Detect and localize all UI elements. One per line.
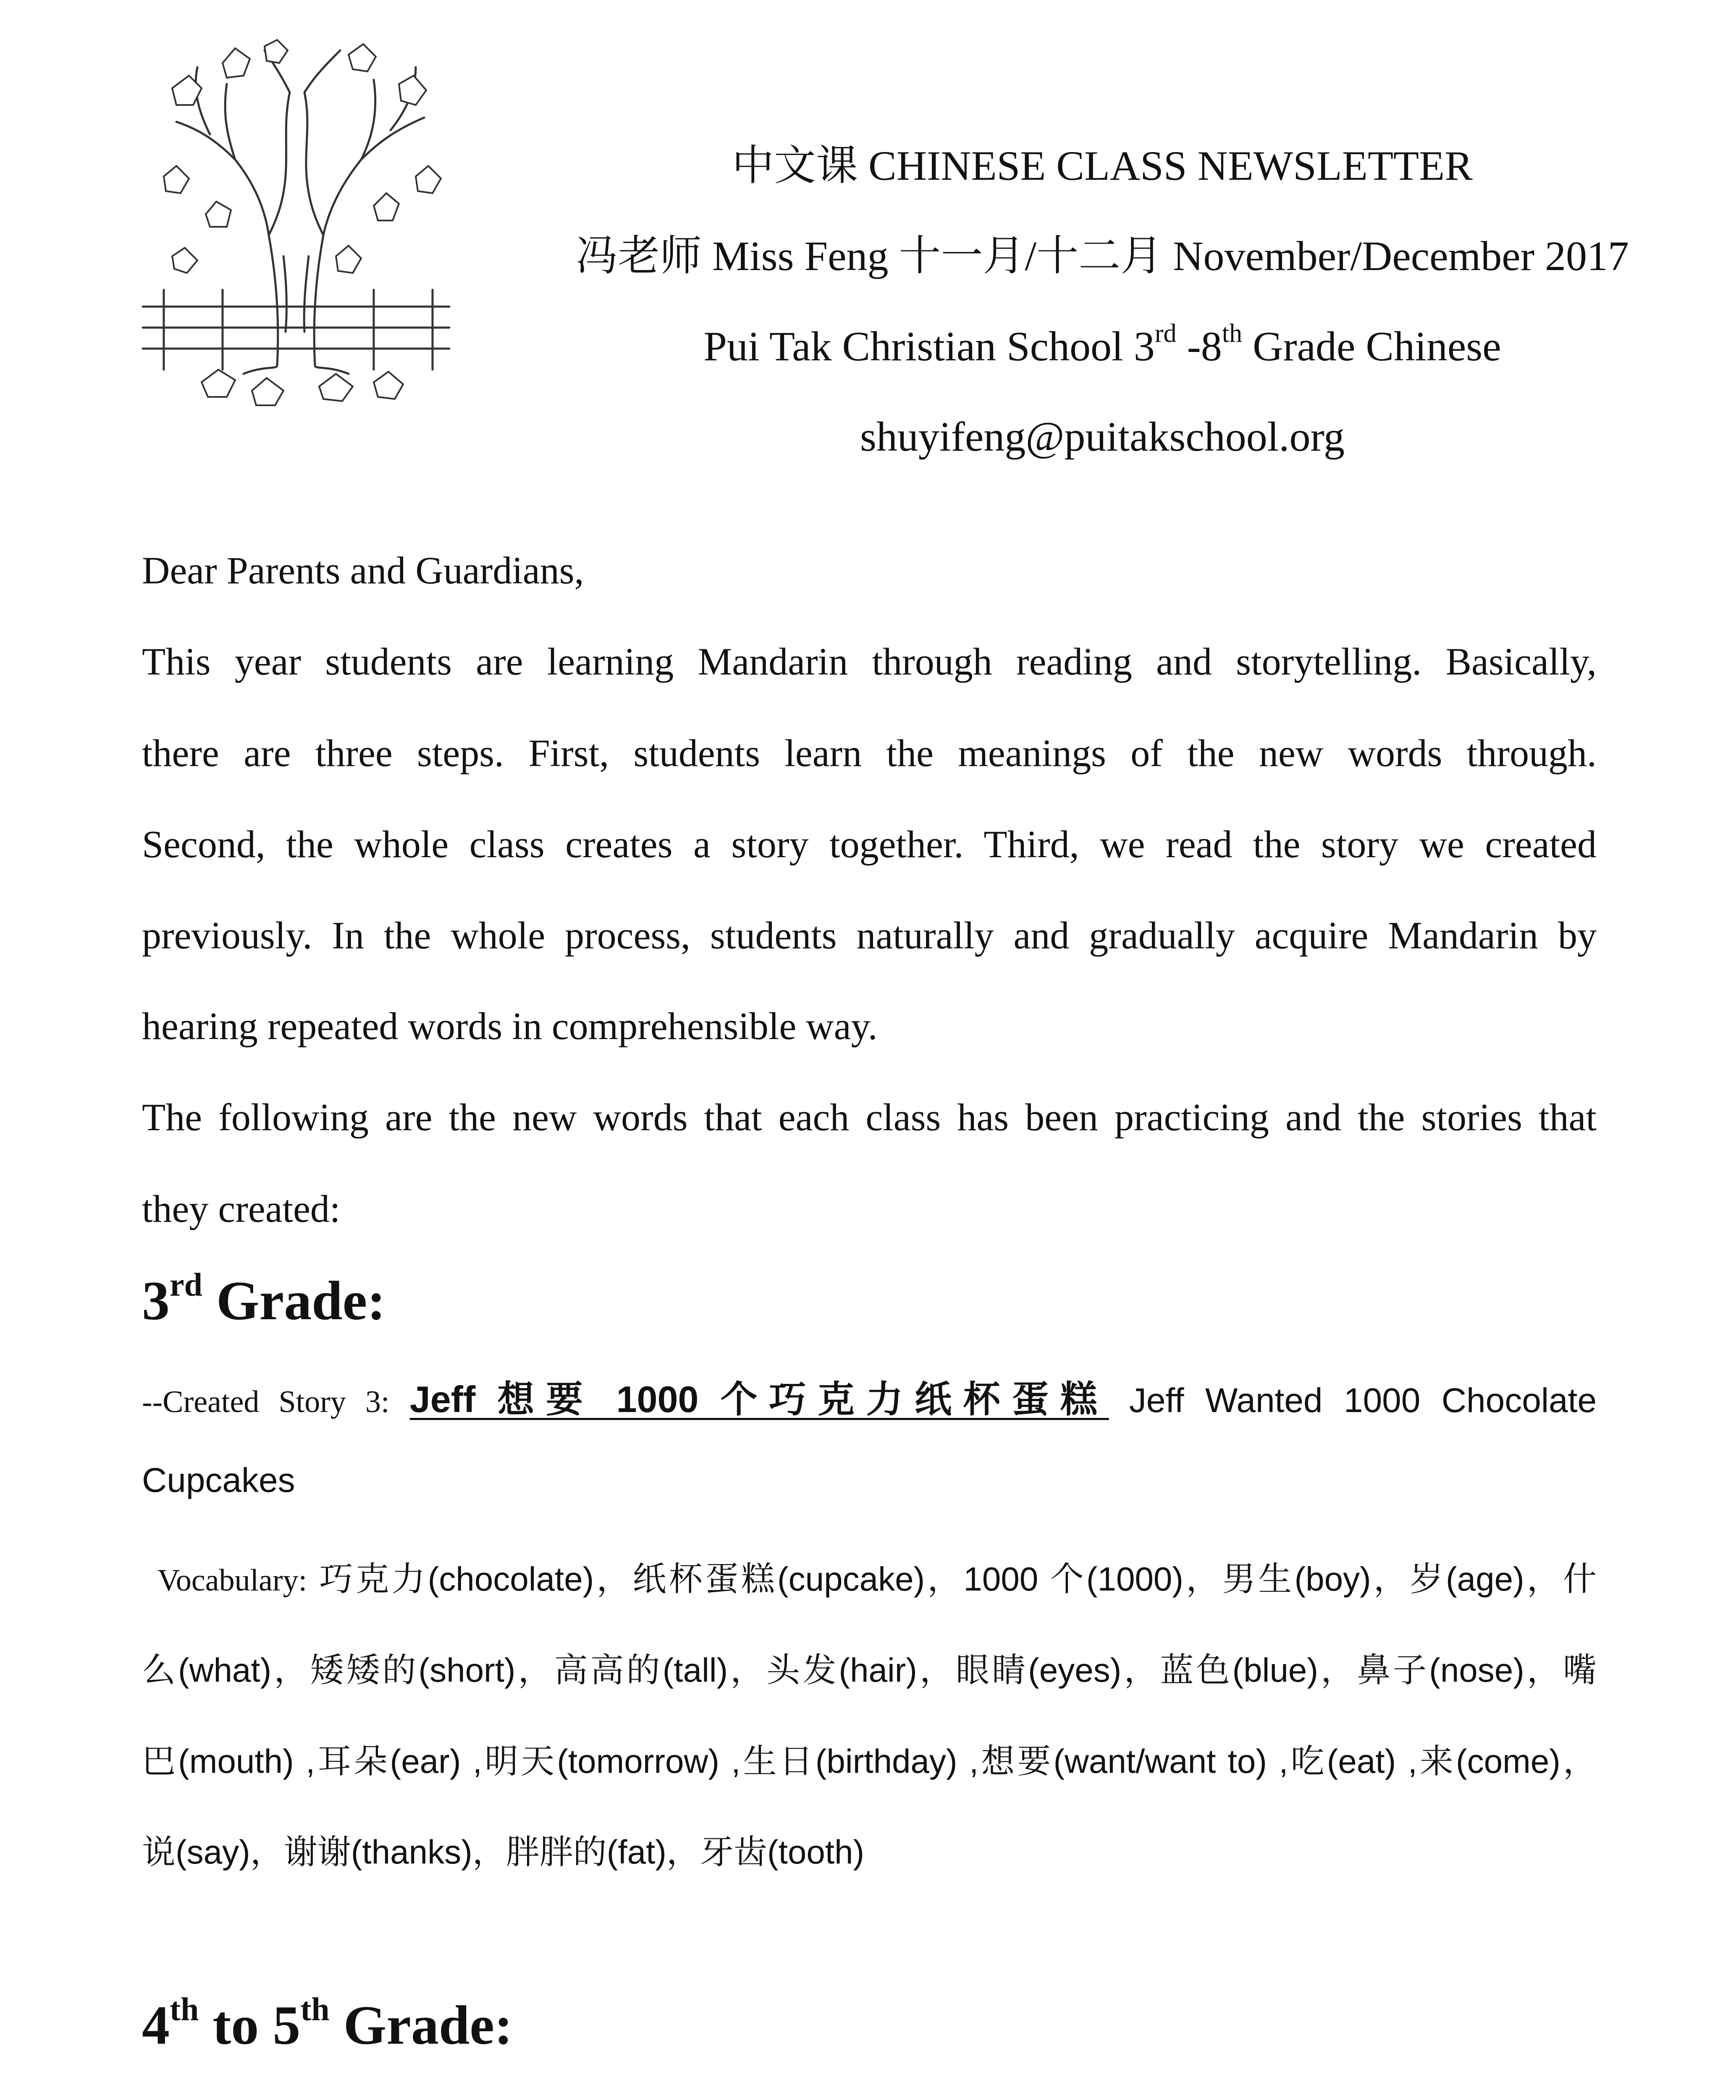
following-line: The following are the new words that each class has been practicing and the stories that bbox=[142, 1096, 1597, 1139]
grade3-story-english-cont: Cupcakes bbox=[142, 1461, 295, 1499]
superscript-rd: rd bbox=[1154, 319, 1177, 348]
grade3-story-line bbox=[142, 1370, 1597, 1423]
grade3-vocab-line: 巴(mouth) ,耳朵(ear) ,明天(tomorrow) ,生日(birthday) ,想要(want/want to) ,吃(eat) ,来(come)， bbox=[142, 1743, 1597, 1780]
intro-line: there are three steps. First, students learn the meanings of the new words through. bbox=[142, 732, 1597, 774]
grade45-to-5: to 5 bbox=[199, 1994, 301, 2056]
superscript-th: th bbox=[1222, 319, 1243, 348]
grade45-story-line bbox=[142, 2094, 1597, 2100]
grade45-heading bbox=[142, 1993, 513, 2057]
intro-line: previously. In the whole process, students naturally and gradually acquire Mandarin by bbox=[142, 914, 1597, 957]
greeting: Dear Parents and Guardians, bbox=[142, 549, 584, 592]
school-name: Pui Tak Christian School 3 bbox=[703, 323, 1155, 370]
teacher-email[interactable]: shuyifeng@puitakschool.org bbox=[860, 413, 1345, 460]
grade3-heading bbox=[142, 1268, 385, 1333]
newsletter-title: 中文课 CHINESE CLASS NEWSLETTER bbox=[732, 142, 1473, 189]
grade3-vocab-line: 说(say)，谢谢(thanks)，胖胖的(fat)，牙齿(tooth) bbox=[142, 1833, 865, 1871]
grade-chinese-label: Grade Chinese bbox=[1242, 323, 1501, 370]
grade3-superscript: rd bbox=[170, 1266, 202, 1303]
grade45-superscript-1: th bbox=[170, 1991, 199, 2027]
grade-range-mid: -8 bbox=[1176, 323, 1222, 370]
teacher-and-date-line: 冯老师 Miss Feng 十一月/十二月 November/December 2017 bbox=[575, 233, 1629, 279]
school-grade-line bbox=[483, 319, 1722, 370]
grade3-vocab-text: 巧克力(chocolate)，纸杯蛋糕(cupcake)，1000 个(1000)，男生(boy)，岁(age)，什 bbox=[319, 1560, 1597, 1598]
grade3-story-title: Jeff 想要 1000 个巧克力纸杯蛋糕 bbox=[409, 1378, 1109, 1420]
grade3-vocab-line: 么(what)，矮矮的(short)，高高的(tall)，头发(hair)，眼睛(eyes)，蓝色(blue)，鼻子(nose)，嘴 bbox=[142, 1651, 1597, 1689]
grade3-vocab-line bbox=[157, 1552, 1597, 1600]
grade3-label: Grade: bbox=[202, 1270, 386, 1331]
intro-line: Second, the whole class creates a story together. Third, we read the story we created bbox=[142, 823, 1597, 866]
grade3-story-prefix: --Created Story 3: bbox=[142, 1385, 390, 1419]
grade45-superscript-2: th bbox=[300, 1991, 330, 2027]
grade3-story-english: Jeff Wanted 1000 Chocolate bbox=[1129, 1381, 1597, 1420]
intro-line: hearing repeated words in comprehensible way. bbox=[142, 1005, 878, 1047]
autumn-tree-illustration bbox=[139, 38, 458, 424]
grade3-vocab-label: Vocabulary: bbox=[157, 1563, 307, 1598]
grade45-number-4: 4 bbox=[142, 1994, 170, 2056]
intro-line: This year students are learning Mandarin through reading and storytelling. Basically, bbox=[142, 640, 1597, 683]
grade3-number: 3 bbox=[142, 1270, 170, 1331]
following-line: they created: bbox=[142, 1187, 341, 1230]
grade45-label: Grade: bbox=[329, 1994, 513, 2056]
